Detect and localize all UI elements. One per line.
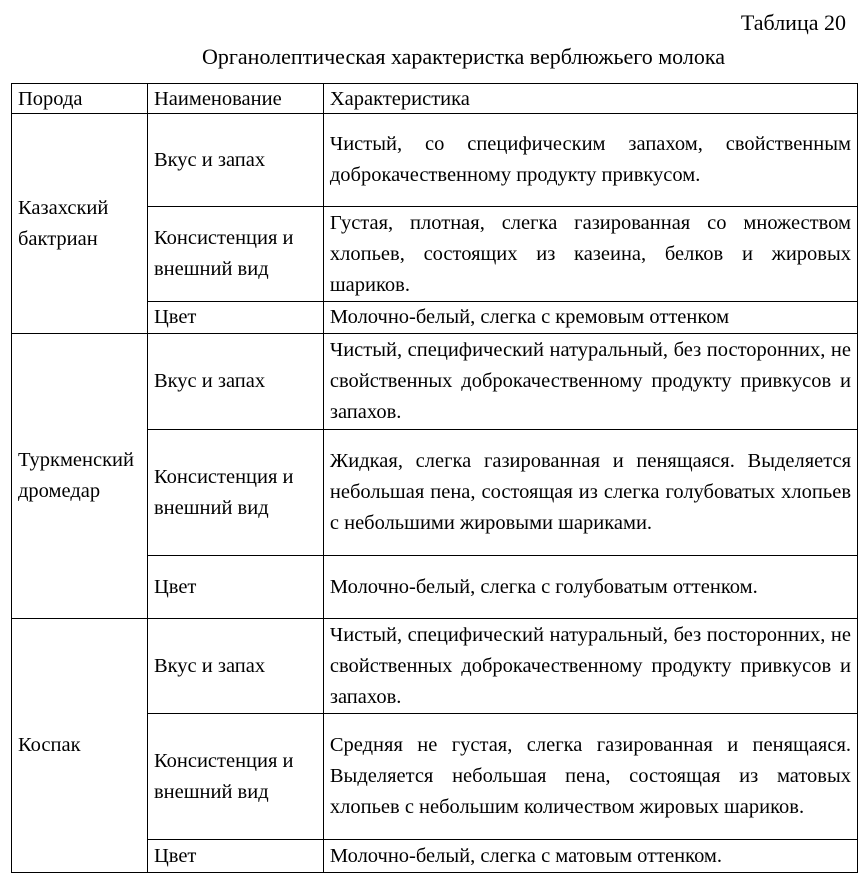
characteristic-cell: Молочно-белый, слегка с голубоватым оттенком. bbox=[323, 556, 857, 619]
characteristic-cell: Молочно-белый, слегка с матовым оттенком. bbox=[323, 840, 857, 873]
characteristic-cell: Молочно-белый, слегка с кремовым оттенком bbox=[323, 302, 857, 334]
organoleptic-table bbox=[11, 83, 858, 873]
param-cell: Цвет bbox=[147, 556, 323, 619]
param-cell: Консистенция и внешний вид bbox=[147, 714, 323, 840]
param-cell: Консистенция и внешний вид bbox=[147, 207, 323, 302]
param-cell: Цвет bbox=[147, 840, 323, 873]
characteristic-cell: Чистый, со специфическим запахом, свойственным доброкачественному продукту привкусом. bbox=[323, 114, 857, 207]
table-number: Таблица 20 bbox=[740, 10, 846, 35]
param-cell: Вкус и запах bbox=[147, 114, 323, 207]
param-cell: Вкус и запах bbox=[147, 334, 323, 430]
header-name: Наименование bbox=[147, 84, 323, 114]
characteristic-cell: Чистый, специфический натуральный, без посторонних, не свойственных доброкачественному продукту привкусов и запахов. bbox=[323, 334, 857, 430]
breed-cell: Туркменский дромедар bbox=[12, 334, 148, 619]
characteristic-cell: Средняя не густая, слегка газированная и пенящаяся. Выделяется небольшая пена, состоящая из матовых хлопьев с небольшим количеством жировых шариков. bbox=[323, 714, 857, 840]
table-row bbox=[12, 334, 858, 430]
characteristic-cell: Жидкая, слегка газированная и пенящаяся. Выделяется небольшая пена, состоящая из слегка голубоватых хлопьев с небольшими жировыми шариками. bbox=[323, 430, 857, 556]
param-cell: Консистенция и внешний вид bbox=[147, 430, 323, 556]
breed-cell: Казахский бактриан bbox=[12, 114, 148, 334]
table-header-row bbox=[12, 84, 858, 114]
table-row bbox=[12, 114, 858, 207]
param-cell: Цвет bbox=[147, 302, 323, 334]
param-cell: Вкус и запах bbox=[147, 619, 323, 714]
table-row bbox=[12, 619, 858, 714]
characteristic-cell: Чистый, специфический натуральный, без посторонних, не свойственных доброкачественному продукту привкусов и запахов. bbox=[323, 619, 857, 714]
header-characteristic: Характеристика bbox=[323, 84, 857, 114]
header-breed: Порода bbox=[12, 84, 148, 114]
table-title: Органолептическая характеристка верблюжьего молока bbox=[202, 44, 725, 69]
characteristic-cell: Густая, плотная, слегка газированная со множеством хлопьев, состоящих из казеина, белков и жировых шариков. bbox=[323, 207, 857, 302]
breed-cell: Коспак bbox=[12, 619, 148, 873]
